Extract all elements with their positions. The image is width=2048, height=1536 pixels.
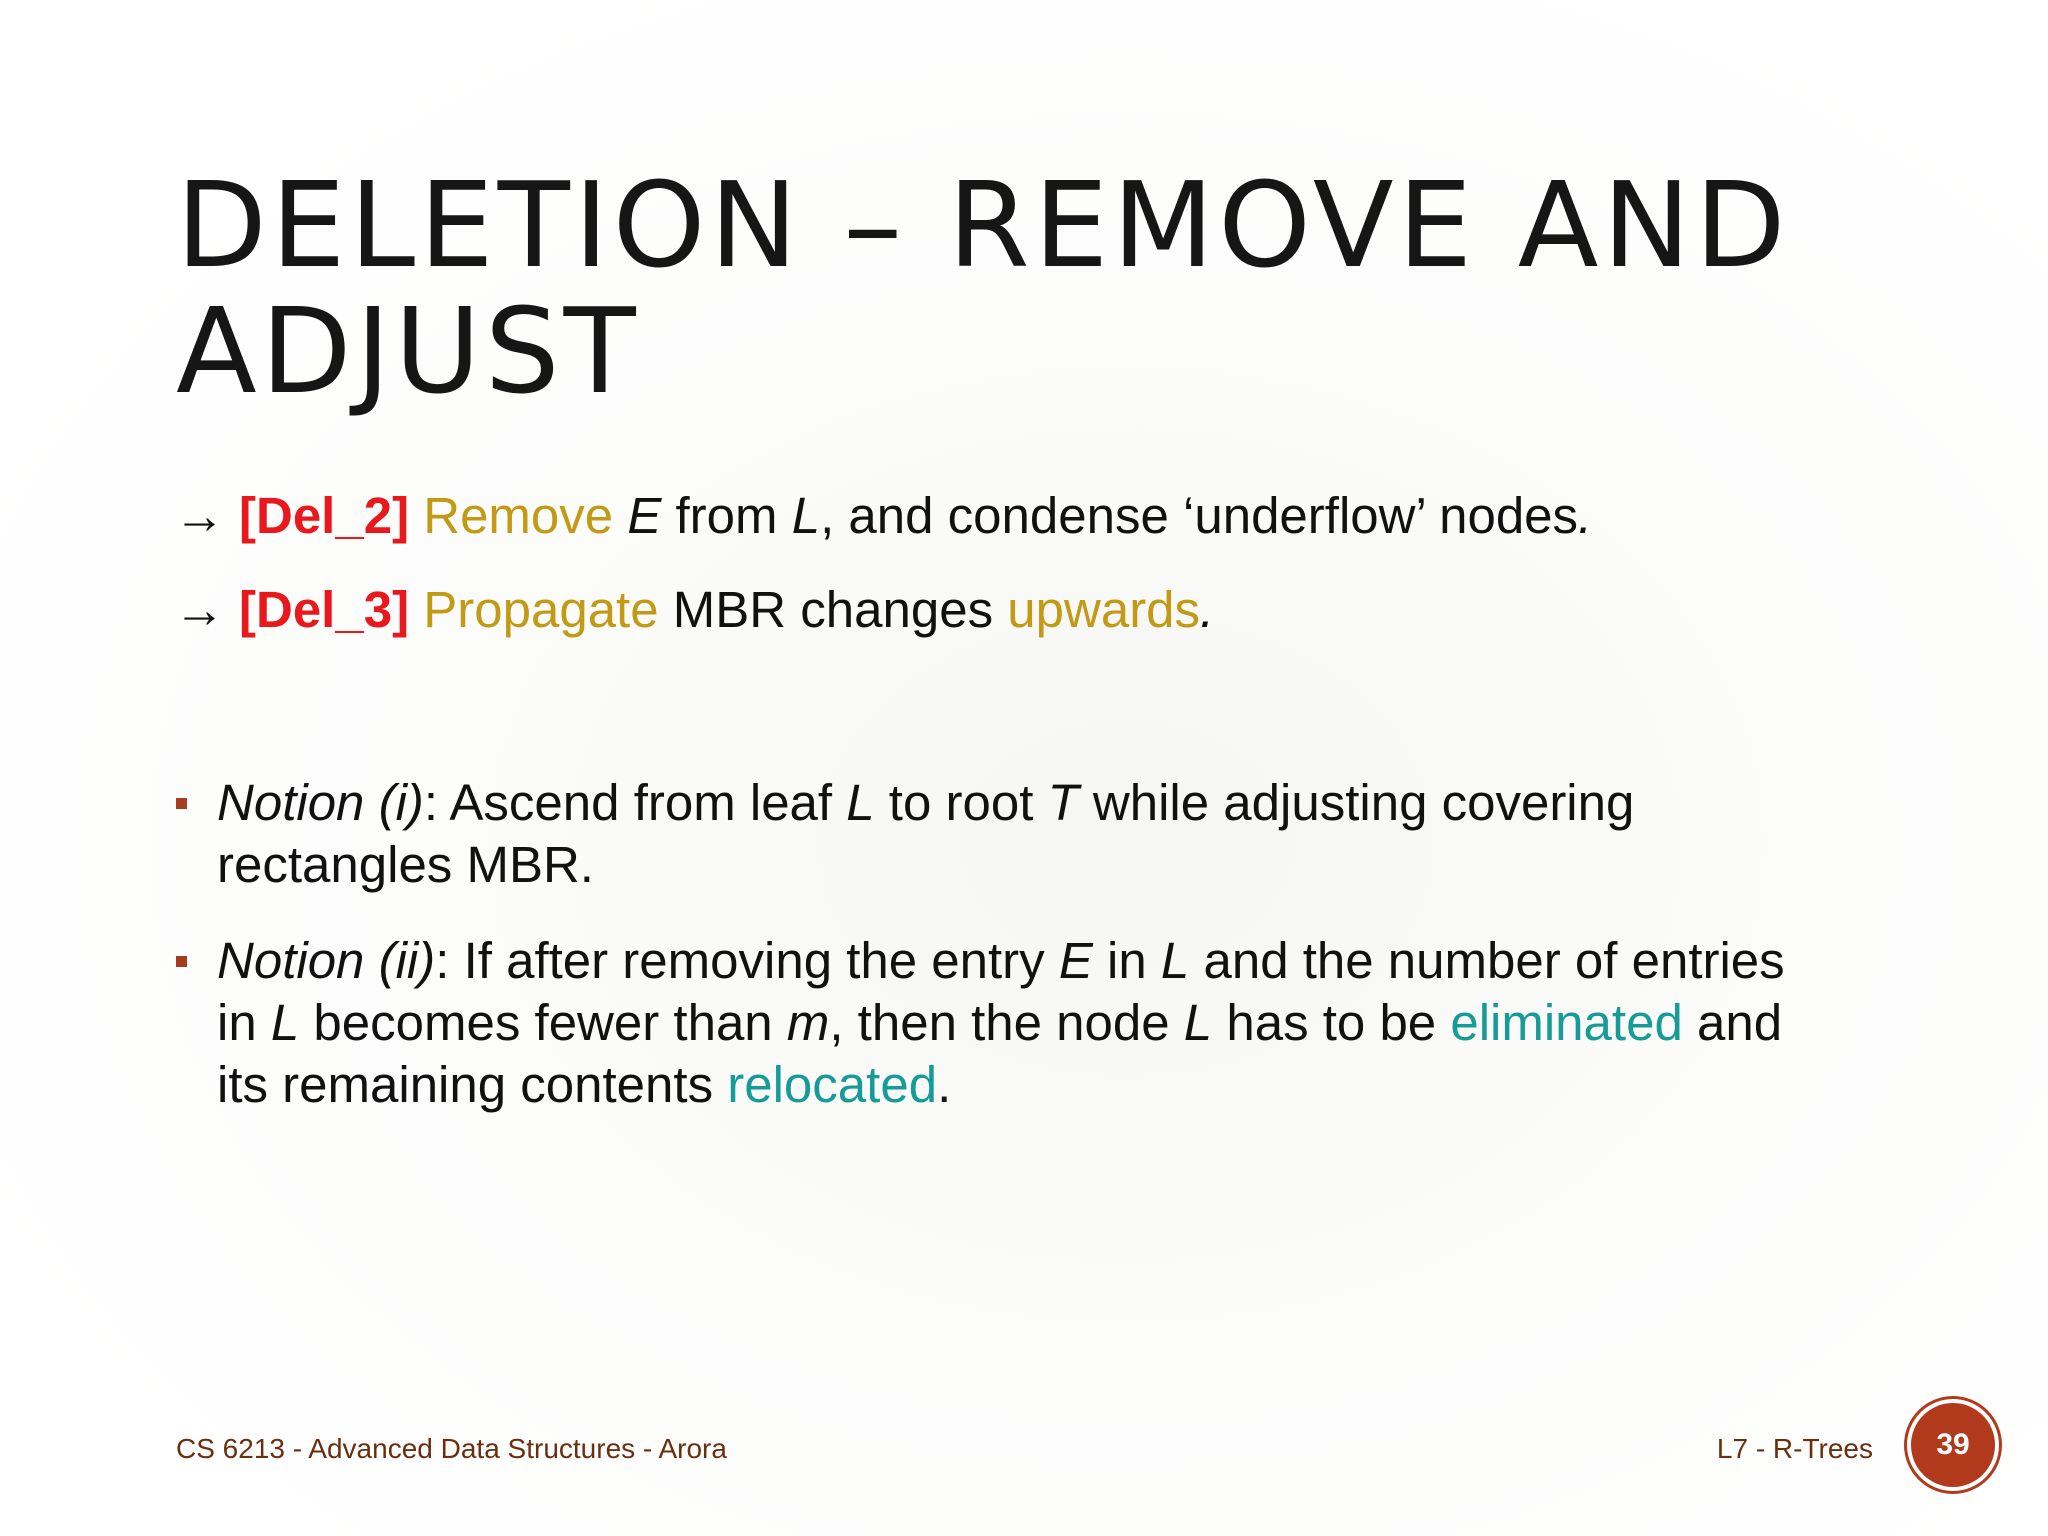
bullet-fragment: while adjusting covering rectangles MBR. (217, 774, 1635, 893)
var-l: L (1160, 932, 1190, 989)
var-l: L (1183, 994, 1213, 1051)
bullet-marker-icon (176, 798, 187, 809)
var-l: L (846, 774, 875, 831)
title-line-1: DELETION – REMOVE AND (176, 156, 1790, 294)
bullet-marker-icon (176, 956, 187, 967)
arrow-icon: → (174, 487, 225, 544)
step-verb: Propagate (423, 581, 659, 638)
step-text: MBR changes (658, 581, 1008, 638)
var-e: E (627, 487, 662, 544)
step-del-3 (174, 580, 1214, 640)
step-end: . (1578, 487, 1593, 544)
var-e: E (1058, 932, 1093, 989)
step-text: , and condense ‘underflow’ nodes (820, 487, 1579, 544)
bullet-text (217, 772, 1826, 896)
footer-course: CS 6213 - Advanced Data Structures - Arora (176, 1433, 727, 1464)
bullet-fragment: has to be (1212, 994, 1451, 1051)
step-verb: Remove (423, 487, 614, 544)
step-tag: [Del_2] (239, 487, 410, 544)
bullet-notion-i (176, 772, 1826, 896)
arrow-icon: → (174, 581, 225, 638)
var-m: m (786, 994, 830, 1051)
step-highlight: upwards (1007, 581, 1201, 638)
var-l: L (791, 487, 821, 544)
step-text: from (661, 487, 792, 544)
bullet-fragment: in (1092, 932, 1161, 989)
var-t: T (1047, 774, 1079, 831)
step-del-2 (174, 486, 1592, 546)
bullet-fragment: to root (874, 774, 1048, 831)
step-tag: [Del_3] (239, 581, 410, 638)
page-number-badge (1911, 1403, 1995, 1487)
highlight-relocated: relocated (727, 1056, 938, 1113)
bullet-fragment: : If after removing the entry (435, 932, 1059, 989)
notion-label: Notion (ii) (217, 932, 436, 989)
bullet-fragment: . (937, 1056, 952, 1113)
page-number: 39 (1936, 1428, 1970, 1461)
highlight-eliminated: eliminated (1450, 994, 1683, 1051)
notion-label: Notion (i) (217, 774, 424, 831)
bullet-notion-ii (176, 930, 1826, 1116)
step-end: . (1200, 581, 1215, 638)
bullet-fragment: : Ascend from leaf (423, 774, 847, 831)
bullet-fragment: becomes fewer than (299, 994, 787, 1051)
var-l: L (270, 994, 300, 1051)
bullet-fragment: and the number of entries in (217, 932, 1785, 1051)
bullet-fragment: and its remaining contents (217, 994, 1783, 1113)
bullet-text (217, 930, 1826, 1116)
slide-title (176, 156, 1976, 420)
title-line-2: ADJUST (176, 282, 640, 420)
bullet-fragment: , then the node (829, 994, 1184, 1051)
footer-lecture: L7 - R-Trees (1716, 1433, 1873, 1464)
